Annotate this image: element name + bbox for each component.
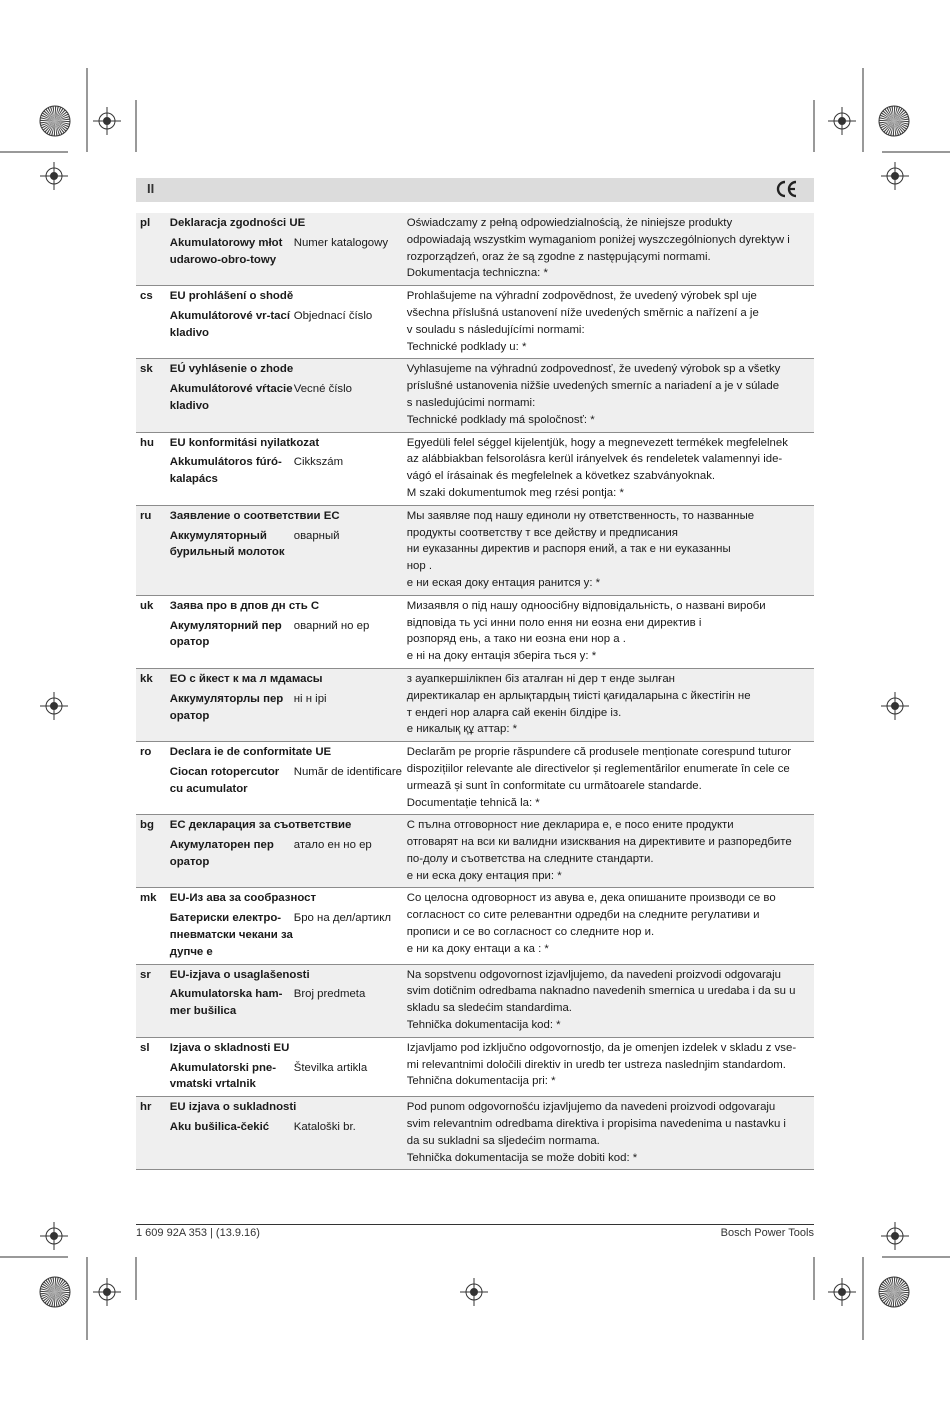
declaration-text — [407, 668, 814, 741]
declaration-line: mi relevantnimi določili direktiv in uredb ter ustreza naslednjim standardom. — [406, 1058, 786, 1071]
language-code: ro — [140, 746, 152, 759]
declaration-line: е ни еская доку ентация ранится у: * — [406, 576, 601, 589]
declaration-line: е ні на доку ентація зберіга ться у: * — [406, 650, 597, 663]
article-number-label: Бро на дел/артикл — [293, 912, 392, 925]
product-name: Акумулаторен пер оратор — [169, 839, 274, 868]
declaration-heading-cell — [170, 286, 407, 359]
declaration-line: Vyhlasujeme na výhradnú zodpovednosť, že uvedený výrobok sp a všetky — [406, 363, 781, 376]
declaration-heading-cell — [170, 359, 407, 432]
footer-doc-id: 1 609 92A 353 | (13.9.16) — [136, 1227, 260, 1239]
declaration-title: EU izjava o sukladnosti — [169, 1101, 297, 1114]
declaration-heading-cell — [170, 595, 407, 668]
declaration-row — [136, 286, 814, 359]
article-number-label: оварний но ер — [293, 619, 370, 632]
language-code: pl — [136, 213, 170, 286]
product-name: Aku bušilica-čekić — [169, 1121, 270, 1134]
declaration-line: rozporządzeń, oraz że są zgodne z następującymi normami. — [406, 250, 711, 263]
declaration-row — [136, 1097, 814, 1170]
color-bar-starburst — [40, 106, 70, 136]
declaration-line: директикалар ен арлықтардың тиісті қағидаларына с йкестігін не — [406, 689, 751, 702]
declaration-line: ни еуказанны директив и распоря ений, а так е ни еуказанны — [406, 543, 731, 556]
declaration-line: отговарят на вси ки валидни изисквания на директивите и разпоредбите — [406, 836, 792, 849]
declaration-text — [407, 742, 814, 815]
product-name: Akumulátorové vŕtacie kladivo — [169, 383, 293, 412]
declaration-line: е никалық құ аттар: * — [406, 723, 518, 736]
declaration-title: Izjava o skladnosti EU — [169, 1041, 290, 1054]
article-number-label: Številka artikla — [293, 1061, 368, 1074]
declaration-line: е ни ка доку ентаци а ка : * — [406, 942, 549, 955]
article-number-label: Număr de identificare — [293, 765, 402, 778]
declaration-line: е ни еска доку ентация при: * — [406, 869, 562, 882]
declaration-line: Tehnička dokumentacija se može dobiti kod: * — [406, 1151, 638, 1164]
declaration-title: Заява про в дпов дн сть С — [169, 599, 320, 612]
declaration-text — [407, 286, 814, 359]
declaration-title: Заявление о соответствии ЕС — [169, 509, 340, 522]
declaration-line: Na sopstvenu odgovornost izjavljujemo, da navedeni proizvodi odgovaraju — [406, 968, 781, 981]
language-code: kk — [136, 668, 170, 741]
product-name: Akumulatorowy młot udarowo-obro-towy — [169, 236, 283, 266]
product-name: Akumulátorové vr-tací kladivo — [169, 309, 291, 339]
declaration-heading-cell — [170, 815, 407, 888]
declaration-text — [407, 888, 814, 964]
language-code: sl — [140, 1041, 150, 1054]
declaration-text — [407, 595, 814, 668]
article-number-label: Kataloški br. — [293, 1121, 356, 1134]
declaration-line: príslušné ustanovenia nižšie uvedených smerníc a nariadení a je v súlade — [406, 380, 780, 393]
section-numeral: II — [147, 181, 155, 196]
ce-mark-icon — [775, 179, 799, 199]
declaration-title: EU-izjava o usaglašenosti — [169, 968, 310, 981]
declaration-line: Со целосна одговорност из авува е, дека опишаните производи се во — [406, 892, 776, 905]
language-code: sk — [136, 359, 170, 432]
declaration-line: v souladu s následujícími normami: — [406, 323, 585, 336]
declaration-line: Tehnička dokumentacija kod: * — [406, 1019, 561, 1032]
language-code: hu — [140, 436, 154, 449]
declaration-title: ЕО с йкест к ма л мдамасы — [169, 672, 323, 685]
declaration-line: Oświadczamy z pełną odpowiedzialnością, że niniejsze produkty — [406, 217, 733, 229]
declaration-heading-cell — [170, 1037, 407, 1096]
product-name: Akumulatorska ham-mer bušilica — [169, 988, 283, 1018]
declaration-text — [407, 432, 814, 505]
declaration-line: відповіда ть усі инни поло ення ни еозна ени директив і — [406, 616, 702, 629]
declaration-line: Dokumentacja techniczna: * — [406, 267, 548, 280]
declaration-row — [136, 213, 814, 286]
declaration-line: т ендегі нор аларға сай екенін білдіре із. — [406, 706, 622, 719]
declaration-line: продукты соответству т все действу и предписания — [406, 526, 678, 539]
product-name: Ciocan rotopercutor cu acumulator — [169, 765, 280, 795]
article-number-label: Vecné číslo — [293, 383, 352, 396]
declaration-title: Deklaracja zgodności UE — [169, 217, 306, 229]
declaration-text — [407, 505, 814, 595]
declaration-line: Мизаявля о під нашу одноосібну відповідальність, о названі вироби — [406, 599, 766, 612]
footer-brand: Bosch Power Tools — [720, 1227, 814, 1239]
declaration-row — [136, 359, 814, 432]
declaration-text — [407, 1037, 814, 1096]
declaration-heading-cell — [170, 432, 407, 505]
declaration-line: з ауапкершілікпен біз аталған ні дер т енде зылған — [406, 672, 675, 685]
language-code: ru — [136, 505, 170, 595]
declaration-line: az alábbiakban felsorolásra kerül irányelvek és rendeletek valamennyi ide- — [406, 453, 783, 466]
product-name: Аккумуляторлы пер оратор — [169, 692, 284, 722]
declaration-line: Мы заявляе под нашу единоли ну ответственность, то названные — [406, 509, 755, 522]
declaration-line: s nasledujúcimi normami: — [406, 396, 536, 409]
declaration-text — [407, 1097, 814, 1170]
product-name: Akumulatorski pne-vmatski vrtalnik — [169, 1061, 277, 1091]
declaration-title: Declara ie de conformitate UE — [169, 746, 332, 759]
declaration-heading-cell — [170, 1097, 407, 1170]
declaration-table — [136, 213, 814, 1170]
declaration-line: С пълна отговорност ние деклариpa е, е посо ените продукти — [406, 819, 734, 832]
declaration-title: EU prohlášení o shodě — [169, 290, 294, 303]
declaration-line: da su sukladni sa sljedećim normama. — [406, 1134, 600, 1147]
declaration-line: прописи и се во согласност со следните нор и. — [406, 926, 655, 939]
declaration-line: согласност со сите релевантни одредби на следните регулативи и — [406, 909, 760, 922]
declaration-line: Technické podklady u: * — [406, 340, 527, 353]
article-number-label: оварный — [293, 529, 340, 542]
declaration-text — [407, 815, 814, 888]
declaration-line: розпоряд ень, а тако ни еозна ени нор а . — [406, 633, 626, 646]
declaration-line: нор . — [406, 560, 433, 573]
declaration-line: Prohlašujeme na výhradní zodpovědnost, že uvedený výrobek spl uje — [406, 290, 757, 303]
article-number-label: Objednací číslo — [293, 309, 373, 322]
article-number-label: ні н ірі — [293, 692, 327, 705]
article-number-label: атало ен но ер — [293, 839, 372, 852]
declaration-line: Technické podklady má spoločnosť: * — [406, 413, 595, 426]
declaration-line: Pod punom odgovornošću izjavljujemo da navedeni proizvodi odgovaraju — [406, 1101, 776, 1114]
declaration-row — [136, 964, 814, 1037]
product-name: Батериски електро-пневматски чекани за дупче е — [169, 912, 293, 958]
language-code: cs — [140, 290, 153, 303]
declaration-line: dispozițiilor relevante ale directivelor și reglementărilor enumerate în cele ce — [406, 762, 790, 775]
declaration-row — [136, 815, 814, 888]
declaration-text — [407, 359, 814, 432]
declaration-line: Tehnična dokumentacija pri: * — [406, 1075, 556, 1088]
product-name: Акумуляторний пер оратор — [169, 619, 282, 649]
product-name: Akkumulátoros fúró-kalapács — [169, 456, 282, 486]
declaration-heading-cell — [170, 964, 407, 1037]
declaration-line: Egyedüli felel séggel kijelentjük, hogy a megnevezett termékek megfelelnek — [406, 436, 788, 449]
declaration-line: svim dotičnim odredbama naknadno navedenih smernica u uredaba i da su u — [406, 985, 796, 998]
language-code: mk — [140, 892, 157, 905]
color-bar-starburst — [879, 1277, 909, 1307]
declaration-title: EU-Из ава за сообразност — [169, 892, 317, 905]
declaration-text — [407, 964, 814, 1037]
declaration-line: Izjavljamo pod izključno odgovornostjo, da je omenjen izdelek v skladu z vse- — [406, 1041, 797, 1054]
declaration-line: vágó el írásainak és megfelelnek a következ szabványoknak. — [406, 470, 716, 483]
declaration-heading-cell — [170, 213, 407, 286]
declaration-title: ЕС декларация за съответствие — [169, 819, 352, 832]
declaration-line: skladu sa sledećim standardima. — [406, 1002, 572, 1015]
declaration-title: EU konformitási nyilatkozat — [169, 436, 320, 449]
declaration-line: všechna příslušná ustanovení níže uvedených směrnic a nařízení a je — [406, 306, 759, 319]
declaration-row — [136, 595, 814, 668]
language-code: bg — [136, 815, 170, 888]
declaration-heading-cell — [170, 888, 407, 964]
declaration-line: Documentație tehnică la: * — [406, 796, 540, 809]
language-code: uk — [140, 599, 154, 612]
language-code: sr — [136, 964, 170, 1037]
footer-rule — [136, 1224, 814, 1225]
declaration-heading-cell — [170, 742, 407, 815]
declaration-line: odpowiadają wszystkim wymaganiom poniżej wyszczególnionych dyrektyw i — [406, 233, 790, 246]
declaration-row — [136, 742, 814, 815]
declaration-line: по-долу и съответства на следните стандарти. — [406, 852, 654, 865]
article-number-label: Cikkszám — [293, 456, 344, 469]
color-bar-starburst — [40, 1277, 70, 1307]
declaration-row — [136, 1037, 814, 1096]
declaration-row — [136, 888, 814, 964]
declaration-heading-cell — [170, 505, 407, 595]
declaration-line: urmează și sunt în conformitate cu următoarele standarde. — [406, 779, 702, 792]
article-number-label: Broj predmeta — [293, 988, 366, 1001]
declaration-line: M szaki dokumentumok meg rzési pontja: * — [406, 486, 624, 499]
declaration-text — [407, 213, 814, 286]
product-name: Аккумуляторный бурильный молоток — [169, 529, 285, 559]
declaration-row — [136, 432, 814, 505]
declaration-line: Declarăm pe proprie răspundere că produsele menționate corespund tuturor — [406, 746, 792, 759]
declaration-row — [136, 505, 814, 595]
declaration-line: svim relevantnim odredbama direktiva i propisima navedenima u nastavku i — [406, 1118, 786, 1131]
section-header-bar — [136, 178, 814, 202]
language-code: hr — [136, 1097, 170, 1170]
declaration-title: EÚ vyhlásenie o zhode — [169, 363, 294, 376]
declaration-heading-cell — [170, 668, 407, 741]
declaration-row — [136, 668, 814, 741]
article-number-label: Numer katalogowy — [293, 236, 389, 249]
color-bar-starburst — [879, 106, 909, 136]
